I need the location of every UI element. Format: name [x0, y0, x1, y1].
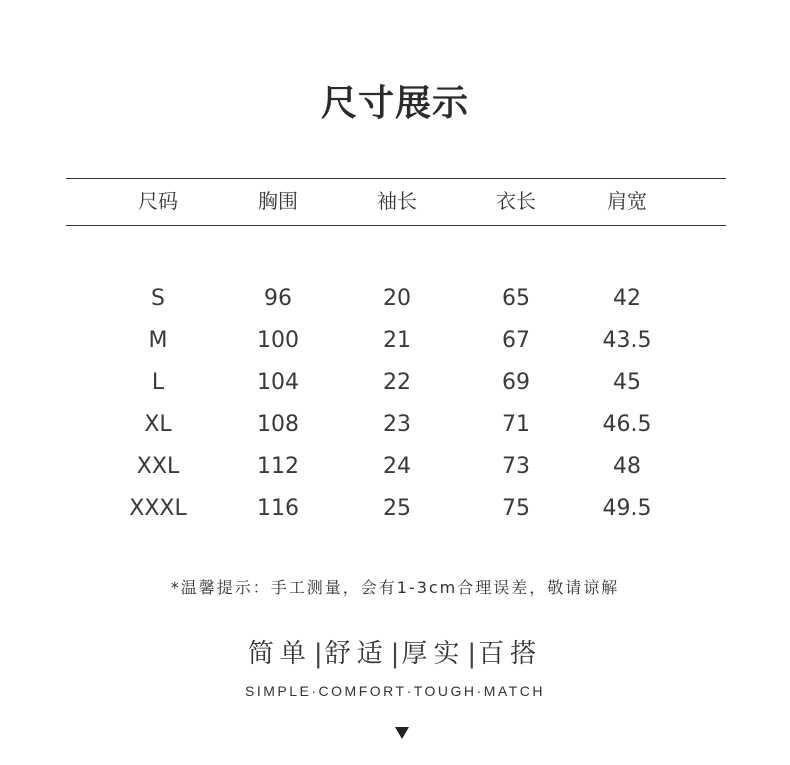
table-row	[0, 404, 790, 446]
table-row	[0, 320, 790, 362]
table-cell: S	[151, 286, 165, 311]
table-header-rule	[66, 225, 726, 226]
table-cell: 104	[257, 370, 299, 395]
table-cell: XXL	[136, 454, 180, 479]
table-cell: 112	[257, 454, 299, 479]
table-cell: XXXL	[129, 496, 187, 521]
table-cell: 48	[613, 454, 641, 479]
slogan-separator: |	[390, 639, 400, 669]
measurement-note: *温馨提示：手工测量，会有1-3cm合理误差，敬请谅解	[170, 578, 620, 597]
table-cell: 43.5	[602, 328, 652, 353]
header-shoulder-width: 肩宽	[607, 189, 647, 213]
table-cell: 108	[257, 412, 299, 437]
header-size: 尺码	[138, 189, 178, 213]
table-cell: XL	[144, 412, 172, 437]
table-row	[0, 488, 790, 530]
table-cell: 21	[383, 328, 411, 353]
slogan-separator: |	[467, 639, 477, 669]
table-row	[0, 446, 790, 488]
table-cell: 25	[383, 496, 411, 521]
table-cell: L	[151, 370, 165, 395]
table-cell: 49.5	[602, 496, 652, 521]
header-chest: 胸围	[258, 189, 298, 213]
table-cell: 42	[613, 286, 641, 311]
table-cell: 20	[383, 286, 411, 311]
table-cell: 71	[502, 412, 530, 437]
table-cell: 65	[502, 286, 530, 311]
table-row	[0, 278, 790, 320]
table-cell: 100	[257, 328, 299, 353]
table-cell: 23	[383, 412, 411, 437]
table-cell: 67	[502, 328, 530, 353]
english-tagline: SIMPLE·COMFORT·TOUGH·MATCH	[245, 683, 545, 699]
table-cell: 75	[502, 496, 530, 521]
table-header	[0, 179, 790, 225]
slogan-item-comfort: 舒适	[324, 639, 389, 669]
table-cell: 22	[383, 370, 411, 395]
header-garment-length: 衣长	[496, 189, 536, 213]
slogan-item-simple: 简单	[247, 639, 312, 669]
table-cell: 116	[257, 496, 299, 521]
slogan-separator: |	[313, 639, 323, 669]
table-row	[0, 362, 790, 404]
table-cell: 96	[264, 286, 292, 311]
table-cell: 45	[613, 370, 641, 395]
down-triangle-icon	[395, 727, 409, 739]
table-cell: 73	[502, 454, 530, 479]
slogan-item-match: 百搭	[478, 639, 543, 669]
table-cell: M	[148, 328, 168, 353]
header-sleeve-length: 袖长	[377, 189, 417, 213]
page-title: 尺寸展示	[320, 83, 469, 124]
table-cell: 69	[502, 370, 530, 395]
feature-slogan	[0, 632, 790, 676]
table-cell: 46.5	[602, 412, 652, 437]
table-cell: 24	[383, 454, 411, 479]
slogan-item-tough: 厚实	[401, 639, 466, 669]
